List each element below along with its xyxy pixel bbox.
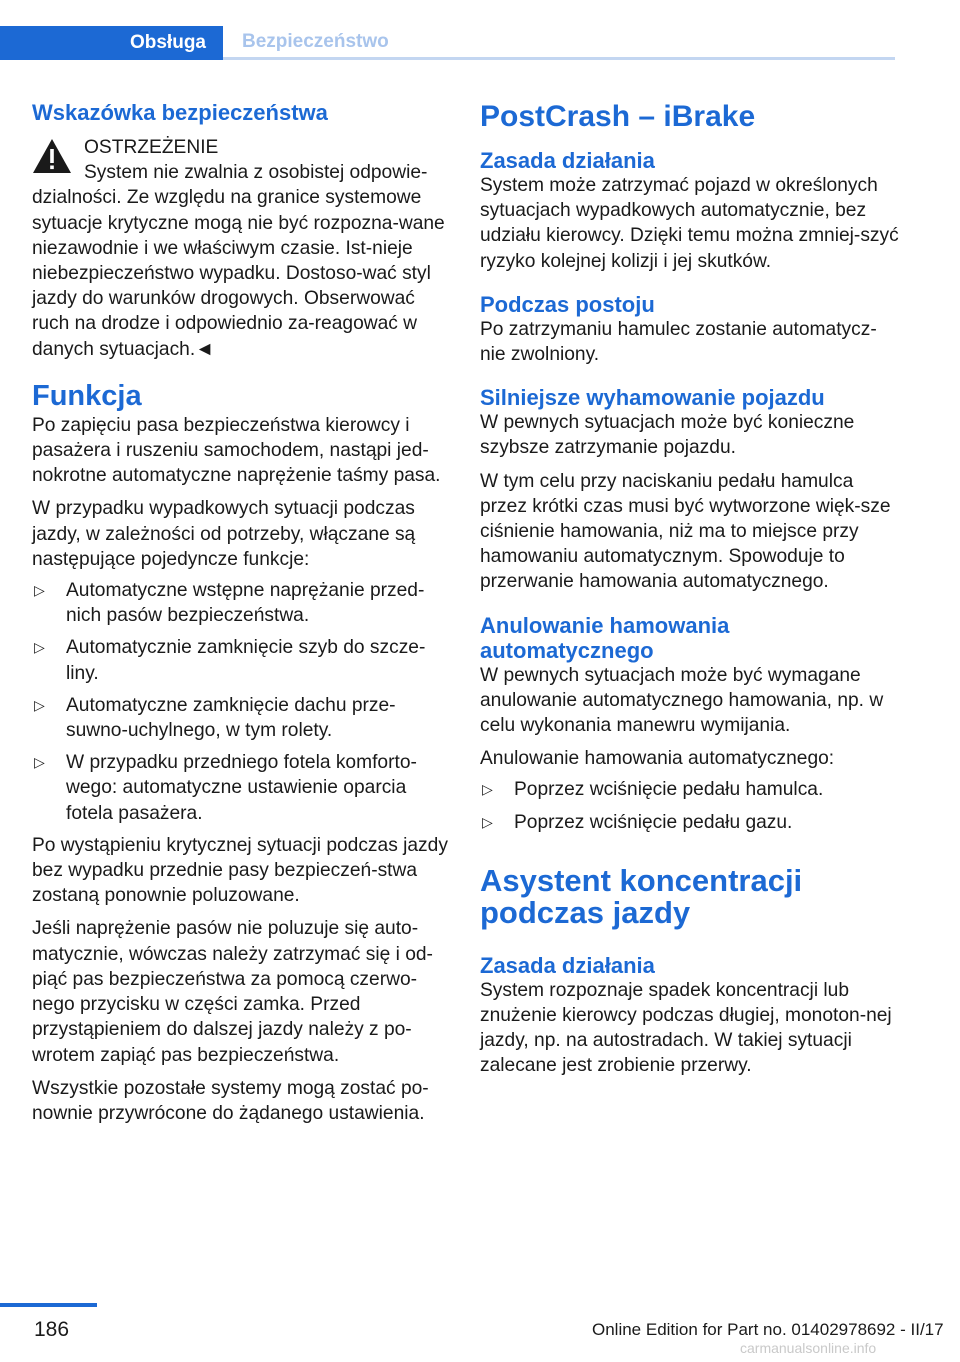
triangle-bullet-icon: ▷ (34, 582, 45, 599)
page-number: 186 (34, 1318, 70, 1341)
standstill-text: Po zatrzymaniu hamulec zostanie automatycz-nie zwolniony. (480, 318, 877, 366)
list-item: ▷ W przypadku przedniego fotela komforto-wego: automatyczne ustawienie oparcia fotela pasażera. (34, 752, 417, 824)
function-list (32, 578, 450, 826)
cancel-braking-text-2: Anulowanie hamowania automatycznego: (480, 748, 835, 770)
list-item: ▷ Poprzez wciśnięcie pedału gazu. (480, 810, 900, 835)
list-item: ▷ Automatyczne wstępne naprężanie przed-nich pasów bezpieczeństwa. (34, 580, 425, 627)
warning-block (32, 135, 450, 362)
attention-assistant-heading: Asystent koncentracji podczas jazdy (480, 862, 803, 930)
tab-bezpieczenstwo[interactable]: Bezpieczeństwo (223, 26, 895, 60)
function-paragraph-2: W przypadku wypadkowych sytuacji podczas jazdy, w zależności od potrzeby, włączane są następujące pojedyncze funkcje: (32, 498, 416, 570)
header-tabs (0, 26, 895, 62)
warning-triangle-icon (32, 138, 72, 174)
watermark: carmanualsonline.info (740, 1340, 877, 1356)
triangle-bullet-icon: ▷ (482, 813, 493, 830)
attention-principle-text: System rozpoznaje spadek koncentracji lub znużenie kierowcy podczas długiej, monoton-nej jazdy, np. na autostradach. W takiej sytuacji zalecane jest zrobienie przerwy. (480, 979, 892, 1077)
function-paragraph-1: Po zapięciu pasa bezpieczeństwa kierowcy i pasażera i ruszeniu samochodem, nastąpi jed-nokrotne automatyczne naprężenie taśmy pasa. (32, 414, 441, 487)
cancel-braking-heading: Anulowanie hamowania automatycznego (480, 612, 730, 663)
list-item: ▷ Automatyczne zamknięcie dachu prze-suwno-uchylnego, w tym rolety. (34, 694, 396, 742)
function-paragraph-4: Jeśli naprężenie pasów nie poluzuje się auto-matycznie, wówczas należy zatrzymać się i od-piąć pas bezpieczeństwa za pomocą czerwo-nego przycisku w części zamka. Przed przystąpieniem do dalszej jazdy należy z po-wrotem zapiąć pas bezpieczeństwa. (32, 918, 433, 1066)
stronger-braking-heading: Silniejsze wyhamowanie pojazdu (480, 385, 825, 411)
principle-heading: Zasada działania (480, 148, 655, 173)
stronger-braking-text-2: W tym celu przy naciskaniu pedału hamulca przez krótki czas musi być wytworzone więk-sze ciśnienie hamowania, niż ma to miejsce przy hamowaniu automatycznym. Spowoduje to przerwanie hamowania automatycznego. (480, 470, 891, 593)
function-paragraph-3: Po wystąpieniu krytycznej sytuacji podczas jazdy bez wypadku przednie pasy bezpieczeń-stwa zostaną ponownie poluzowane. (32, 834, 448, 907)
triangle-bullet-icon: ▷ (34, 639, 45, 656)
function-paragraph-5: Wszystkie pozostałe systemy mogą zostać po-nownie przywrócone do żądanego ustawienia. (32, 1077, 429, 1124)
edition-note: Online Edition for Part no. 01402978692 - II/17 (592, 1320, 944, 1339)
principle-text: System może zatrzymać pojazd w określonych sytuacjach wypadkowych automatycznie, bez udziału kierowcy. Dzięki temu można zmniej-szyć ryzyko kolejnej kolizji i jej skutków. (480, 175, 899, 272)
stronger-braking-text-1: W pewnych sytuacjach może być konieczne szybsze zatrzymanie pojazdu. (480, 412, 855, 459)
standstill-heading: Podczas postoju (480, 291, 655, 317)
right-column (480, 100, 900, 1079)
tab-obsluga[interactable]: Obsługa (0, 26, 223, 60)
warning-text-first: System nie zwalnia z osobistej odpowie- (84, 162, 428, 184)
left-column (32, 100, 450, 1126)
safety-heading: Wskazówka bezpieczeństwa (32, 100, 328, 125)
cancel-braking-text-1: W pewnych sytuacjach może być wymagane anulowanie automatycznego hamowania, np. w celu wykonania manewru wymijania. (480, 664, 884, 737)
attention-principle-heading: Zasada działania (480, 952, 655, 978)
list-item: ▷ Poprzez wciśnięcie pedału hamulca. (480, 777, 900, 802)
function-heading: Funkcja (32, 379, 142, 412)
triangle-bullet-icon: ▷ (34, 754, 45, 771)
triangle-bullet-icon: ▷ (482, 781, 493, 798)
footer-rule (0, 1303, 97, 1307)
triangle-bullet-icon: ▷ (34, 696, 45, 713)
cancel-braking-list (480, 777, 900, 834)
warning-label: OSTRZEŻENIE (84, 137, 219, 158)
list-item: ▷ Automatycznie zamknięcie szyb do szcze-liny. (34, 637, 426, 684)
postcrash-title: PostCrash – iBrake (480, 100, 756, 133)
warning-text: dzialności. Ze względu na granice systemowe sytuacje krytyczne mogą nie być rozpozna-wane niezawodnie i we właściwym czasie. Ist-nieje niebezpieczeństwo wypadku. Dostoso-wać styl jazdy do warunków drogowych. Obserwować ruch na drodze i odpowiednio za-reagować w danych sytuacjach.◄ (32, 187, 445, 360)
